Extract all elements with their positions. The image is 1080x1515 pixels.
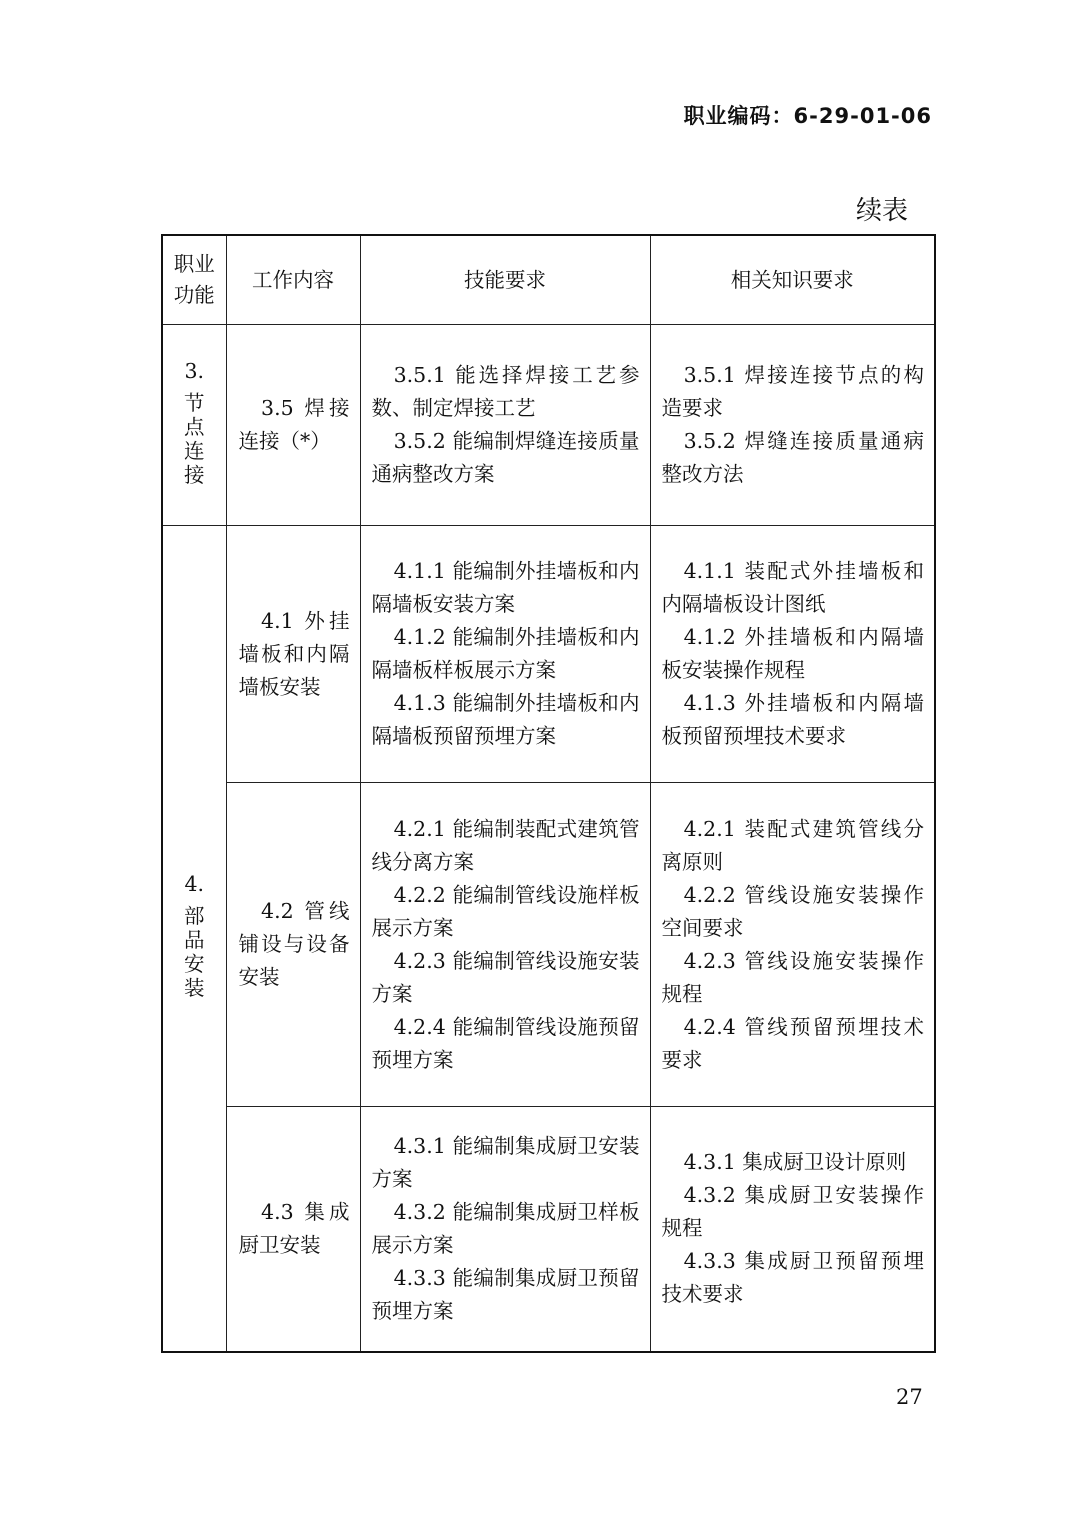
table-row — [162, 1107, 935, 1352]
work-cell: 4.2 管线铺设与设备安装 — [226, 783, 360, 1107]
knowledge-cell: 4.3.1 集成厨卫设计原则 4.3.2 集成厨卫安装操作规程 4.3.3 集成厨卫预留预埋技术要求 — [650, 1107, 935, 1352]
header-knowledge: 相关知识要求 — [650, 235, 935, 325]
table-header-row — [162, 235, 935, 325]
continued-label: 续表 — [855, 196, 908, 226]
skills-table — [161, 234, 936, 1353]
knowledge-cell: 4.2.1 装配式建筑管线分离原则 4.2.2 管线设施安装操作空间要求 4.2.3 管线设施安装操作规程 4.2.4 管线预留预埋技术要求 — [650, 783, 935, 1107]
work-cell: 3.5 焊接连接（*） — [226, 325, 360, 526]
table-row — [162, 783, 935, 1107]
skills-cell: 4.3.1 能编制集成厨卫安装方案 4.3.2 能编制集成厨卫样板展示方案 4.3.3 能编制集成厨卫预留预埋方案 — [360, 1107, 650, 1352]
function-label: 4. 部品安装 — [184, 871, 205, 1000]
knowledge-cell: 3.5.1 焊接连接节点的构造要求 3.5.2 焊缝连接质量通病整改方法 — [650, 325, 935, 526]
skills-cell: 4.2.1 能编制装配式建筑管线分离方案 4.2.2 能编制管线设施样板展示方案 4.2.3 能编制管线设施安装方案 4.2.4 能编制管线设施预留预埋方案 — [360, 783, 650, 1107]
function-cell — [162, 526, 226, 1352]
table-row — [162, 325, 935, 526]
page-number: 27 — [896, 1385, 923, 1409]
function-label: 3. 节点连接 — [184, 358, 205, 487]
header-function: 职业功能 — [162, 235, 226, 325]
occupation-code: 职业编码：6-29-01-06 — [683, 104, 932, 128]
function-cell — [162, 325, 226, 526]
skills-cell: 4.1.1 能编制外挂墙板和内隔墙板安装方案 4.1.2 能编制外挂墙板和内隔墙板样板展示方案 4.1.3 能编制外挂墙板和内隔墙板预留预埋方案 — [360, 526, 650, 783]
skills-cell: 3.5.1 能选择焊接工艺参数、制定焊接工艺 3.5.2 能编制焊缝连接质量通病整改方案 — [360, 325, 650, 526]
work-cell: 4.3 集成厨卫安装 — [226, 1107, 360, 1352]
header-skills: 技能要求 — [360, 235, 650, 325]
header-work: 工作内容 — [226, 235, 360, 325]
knowledge-cell: 4.1.1 装配式外挂墙板和内隔墙板设计图纸 4.1.2 外挂墙板和内隔墙板安装操作规程 4.1.3 外挂墙板和内隔墙板预留预埋技术要求 — [650, 526, 935, 783]
table-row — [162, 526, 935, 783]
work-cell: 4.1 外挂墙板和内隔墙板安装 — [226, 526, 360, 783]
